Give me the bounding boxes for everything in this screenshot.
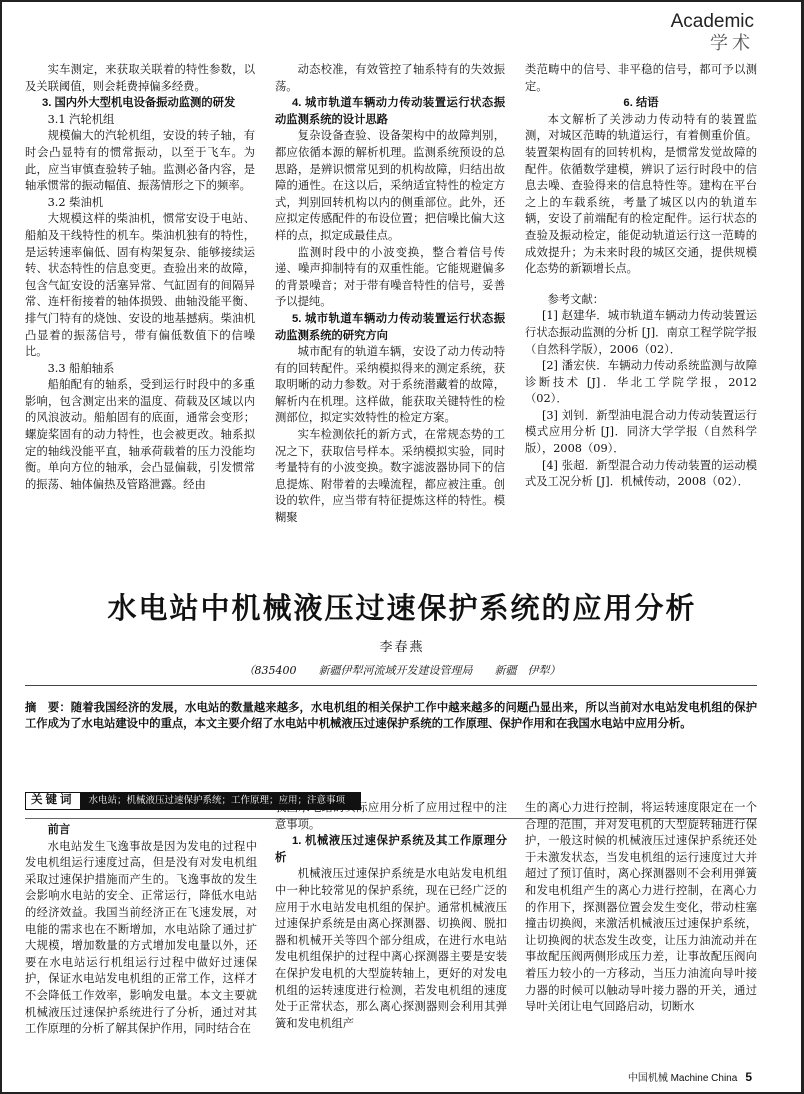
paragraph: 监测时段中的小波变换，整合着信号传递、噪声抑制特有的双重性能。它能规避偏多的背景噪音；对于带有噪音特性的信号，妥善予以提纯。 (275, 245, 505, 309)
paragraph: 水电站发生飞逸事故是因为发电的过程中发电机组运行速度过高，但是没有对发电机组采取过速保护措施而产生的。飞逸事故的发生会影响水电站的安全、正常运行，降低水电站的经济效益。我国当前经济正在飞速发展，对电能的需求也在不断增加，水电站除了通过扩大规模，增加数量的方式增加发电量以外，还要在水电站运行机组运行过程中做好过速保护，保证水电站发电机组的正常工作，这样才不会降低工作效率，影响发电量。本文主要就机械液压过速保护系统进行了分析，通过对其工作原理的分析了解其保护作用，同时结合在 (25, 839, 257, 1036)
page-footer (628, 1069, 752, 1084)
section-header (671, 12, 754, 54)
paragraph: 规模偏大的汽轮机组，安设的转子轴，有时会凸显特有的惯常振动，以至于飞车。为此，应当审慎查验转子轴。监测必备内容，是轴承惯常的振动幅值、振荡情形之下的频率。 (25, 129, 255, 193)
reference-item: [3] 刘钊．新型油电混合动力传动装置运行模式应用分析 [J]．同济大学学报（自然科学版），2008（09）． (525, 408, 757, 456)
journal-name: 中国机械 Machine China (627, 1073, 738, 1084)
section-heading: 前言 (47, 824, 71, 836)
paragraph: 生的离心力进行控制，将运转速度限定在一个合理的范围，并对发电机的大型旋转轴进行保护，一般这时候的机械液压过速保护系统还处于未激发状态，当发电机组的运行速度过大并超过了预订值时，离心探测器则不会利用弹簧和发电机组产生的离心力进行控制，在离心力的作用下，探测器位置会发生变化，带动柱塞撞击切换阀，来激活机械液压过速保护系统，让切换阀的状态发生改变，让压力油流动并在事故配压阀两侧形成压力差，让事故配压阀向着压力较小的一方移动，当压力油流向导叶接力器的时候可以触动导叶接力器的开关，通过导叶关闭让电气回路启动，切断水 (525, 801, 757, 1014)
top-column-1 (25, 62, 255, 493)
subsection-heading: 3.1 汽轮机组 (47, 112, 115, 126)
section-heading: 5. 城市轨道车辆动力传动装置运行状态振动监测系统的研究方向 (275, 312, 505, 342)
section-heading: 3. 国内外大型机电设备振动监测的研发 (41, 97, 236, 110)
references-heading: 参考文献： (547, 292, 605, 306)
body-column-3 (525, 800, 757, 1016)
paragraph: 动态校准，有效管控了轴系特有的失效振荡。 (275, 63, 505, 93)
paragraph: 实车检测依托的新方式，在常规态势的工况之下，获取信号样本。采纳模拟实验，同时考量特有的小波变换。数字滤波器协同下的信息提炼、附带着的去噪流程，都应被注重。创设的软件，应当带有特征提炼这样的特性。模糊聚 (275, 428, 505, 525)
paragraph: 复杂设备查验、设备架构中的故障判别，都应依循本源的解析机理。监测系统预设的总思路，是辨识惯常见到的机构故障，归结出故障的通性。在这以后，采纳适宜特性的检定方式，判别回转机构以内的侧重部位。此外，还应拟定传感配件的布设位置；把信噪比偏大这样的点，拟定成最佳点。 (275, 129, 505, 242)
article-abstract: 摘 要：随着我国经济的发展，水电站的数量越来越多，水电机组的相关保护工作中越来越多的问题凸显出来，所以当前对水电站发电机组的保护工作成为了水电站建设中的重点，本文主要介绍了水电站中机械液压过速保护系统的工作原理、保护作用和在我国水电站中应用分析。 (25, 702, 757, 730)
section-heading: 4. 城市轨道车辆动力传动装置运行状态振动监测系统的设计思路 (275, 97, 505, 126)
divider (25, 685, 757, 686)
paragraph: 船舶配有的轴系，受到运行时段中的多重影响，包含测定出来的温度、荷载及区域以内的风浪波动。船舶固有的底面，通常会变形；螺旋桨固有的动力特性，也会被更改。轴系拟定的轴线没能平直，轴承荷载着的压力没能均衡。单向方位的轴承，会凸显偏载，引发惯常的振荡、轴体偏热及管路泄露。经由 (25, 378, 255, 491)
section-heading: 6. 结语 (623, 97, 659, 110)
subsection-heading: 3.3 船舶轴系 (47, 361, 115, 375)
paragraph: 类范畴中的信号、非平稳的信号，都可予以测定。 (525, 63, 757, 93)
body-column-1 (25, 822, 257, 1038)
reference-item: [4] 张超．新型混合动力传动装置的运动模式及工况分析 [J]．机械传动，2008（02）． (525, 458, 757, 489)
paragraph: 机械液压过速保护系统是水电站发电机组中一种比较常见的保护系统，现在已经广泛的应用于水电站发电机组的保护。通常机械液压过速保护系统是由离心探测器、切换阀、脱扣器和机械开关等四个部分组成，在进行水电站发电机组保护的过程中离心探测器主要是安装在保护发电机的大型旋转轴上，更好的对发电机组的运转速度进行检测，若发电机组的速度处于正常状态，那么离心探测器则会利用其弹簧和发电机组产 (275, 867, 507, 1030)
paragraph: 实车测定，来获取关联着的特性参数，以及关联阈值，则会耗费掉偏多经费。 (25, 63, 255, 93)
section-heading: 1. 机械液压过速保护系统及其工作原理分析 (275, 835, 507, 864)
section-label-en: Academic (670, 11, 754, 32)
top-column-2 (275, 62, 505, 527)
article-author: 李春燕 (379, 640, 425, 655)
reference-item: [2] 潘宏侠．车辆动力传动系统监测与故障诊断技术 [J]．华北工学院学报，2012（02）． (525, 359, 757, 406)
article-affiliation: （835400 新疆伊犁河流域开发建设管理局 新疆 伊犁） (243, 664, 561, 677)
top-column-3 (525, 62, 757, 491)
reference-item: [1] 赵建华．城市轨道车辆动力传动装置运行状态振动监测的分析 [J]．南京工程学院学报（自然科学版），2006（02）． (525, 309, 757, 356)
paragraph: 大规模这样的柴油机，惯常安设于电站、船舶及干线特性的机车。柴油机独有的特性，是运转速率偏低、固有构架复杂、能够接续运转、状态特性的信息变更。查验出来的故障，包含气缸安设的活塞异常、气缸固有的间隔异常、连杆衔接着的轴体损毁、曲轴没能平衡、排气门特有的烧蚀、安设的地基撼病。柴油机凸显着的振荡信号，带有偏低数值下的信噪比。 (25, 212, 255, 359)
article-title: 水电站中机械液压过速保护系统的应用分析 (107, 591, 697, 625)
keywords-label: 关键词 (25, 792, 81, 810)
section-label-zh: 学术 (710, 33, 754, 53)
paragraph: 我国水电站的实际应用分析了应用过程中的注意事项。 (275, 801, 507, 831)
body-column-2 (275, 800, 507, 1032)
page-number: 5 (745, 1070, 752, 1084)
subsection-heading: 3.2 柴油机 (47, 195, 104, 209)
paragraph: 本文解析了关涉动力传动特有的装置监测，对城区范畴的轨道运行，有着侧重价值。装置架构固有的回转机构，是惯常发觉故障的配件。依循数学建模，辨识了运行时段中的信息去噪、查验得来的信息特性等。建构在平台之上的车载系统，考量了城区以内的轨道车辆，安设了前端配有的检定配件。运行状态的查验及振动检定，能促动轨道运行这一范畴的成效提升；为未来时段的城区交通，提供规模化态势的新颖增长点。 (525, 112, 757, 276)
keywords-list: 水电站；机械液压过速保护系统；工作原理；应用；注意事项 (81, 792, 361, 810)
paragraph: 城市配有的轨道车辆，安设了动力传动特有的回转配件。采纳模拟得来的测定系统，获取明晰的动力参数。对于系统潜藏着的故障，解析内在机理。这样做，能获取关键特性的检测部位，拟定实效特性的检定方案。 (275, 345, 505, 425)
